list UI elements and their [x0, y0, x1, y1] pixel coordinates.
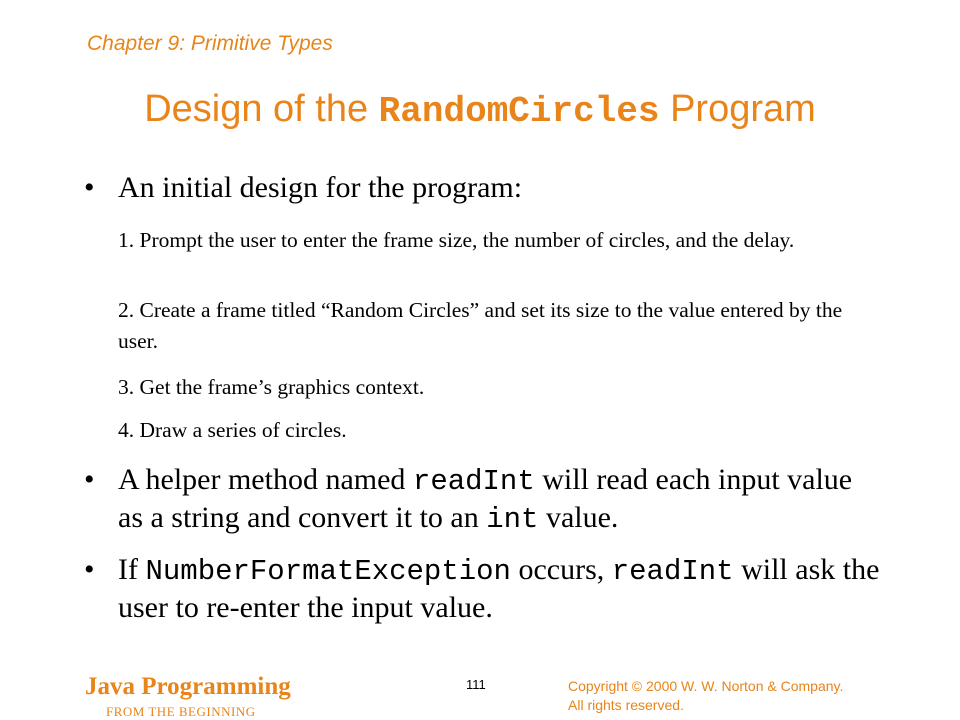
bullet-marker: •: [84, 553, 95, 586]
copyright-line-1: Copyright © 2000 W. W. Norton & Company.: [568, 678, 844, 694]
copyright-line-2: All rights reserved.: [568, 697, 684, 713]
footer-logo: Java Programming: [85, 673, 291, 700]
code-numberformatexception: NumberFormatException: [145, 555, 511, 588]
text-run: If: [118, 553, 146, 586]
bullet-marker: •: [84, 171, 95, 204]
bullet-text: [118, 462, 884, 538]
bullet-3: [84, 552, 884, 626]
text-run: A helper method named: [118, 463, 413, 496]
step-1: 1. Prompt the user to enter the frame size, the number of circles, and the delay.: [118, 228, 795, 252]
code-readint: readInt: [611, 555, 734, 588]
title-code: RandomCircles: [378, 91, 660, 132]
footer-logo-subtitle: FROM THE BEGINNING: [106, 704, 256, 719]
page-number: 111: [466, 677, 486, 692]
copyright-notice: [568, 677, 908, 715]
chapter-label: Chapter 9: Primitive Types: [87, 32, 333, 55]
title-prefix: Design of the: [144, 88, 379, 130]
text-run: value.: [538, 501, 619, 534]
bullet-marker: •: [84, 463, 95, 496]
text-run: occurs,: [510, 553, 612, 586]
step-2: 2. Create a frame titled “Random Circles” and set its size to the value entered by the user.: [118, 298, 843, 353]
text-run: will read each input value as a string and convert it to an: [118, 463, 853, 534]
slide-title: [0, 88, 960, 132]
text-run: will ask the user to re-enter the input value.: [118, 553, 880, 624]
step-3: 3. Get the frame’s graphics context.: [118, 375, 425, 399]
bullet-2: [84, 462, 884, 538]
title-suffix: Program: [659, 88, 816, 130]
code-readint: readInt: [412, 465, 535, 498]
bullet-text: An initial design for the program:: [118, 171, 523, 204]
bullet-1: [84, 170, 884, 206]
code-int: int: [486, 503, 539, 536]
bullet-text: [118, 552, 884, 626]
step-4: 4. Draw a series of circles.: [118, 418, 347, 442]
